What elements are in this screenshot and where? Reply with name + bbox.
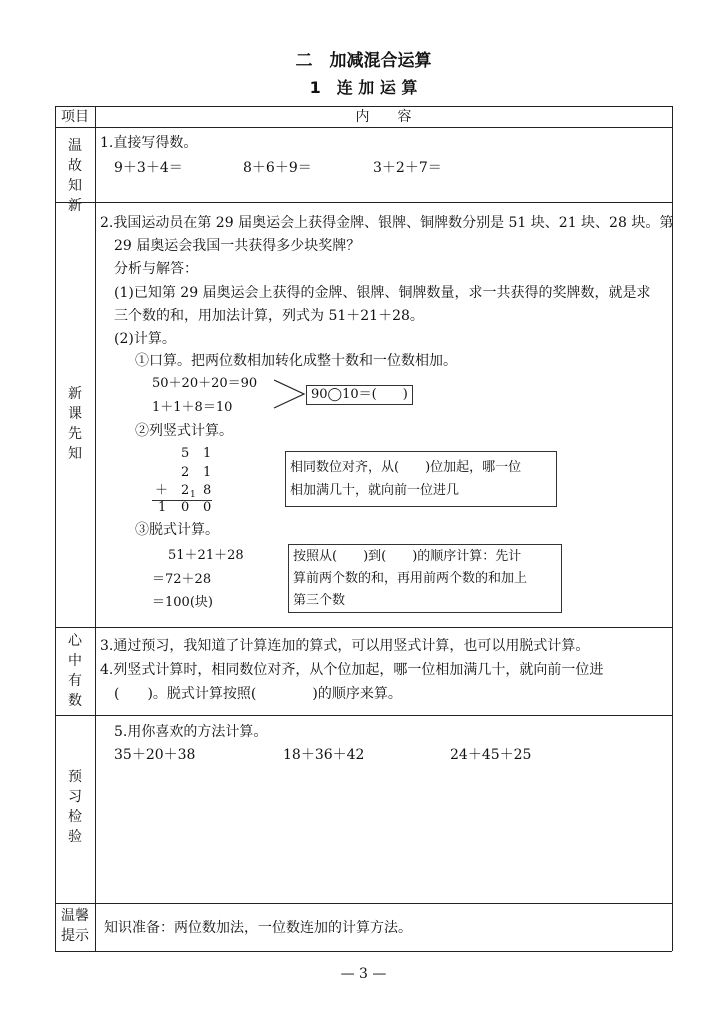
vertical-digit: 0 [181,500,190,515]
q4-line-2: ( )。脱式计算按照( )的顺序来算。 [114,686,402,702]
q2-line-2: 29 届奥运会我国一共获得多少块奖牌？ [114,238,361,254]
label-xinzhong: 心中有数 [68,633,82,709]
analysis-label: 分析与解答： [114,261,198,277]
part1-line-2: 三个数的和，用加法计算，列式为 51＋21＋28。 [114,308,424,324]
detached-calc-line-1: 51＋21＋28 [168,548,244,563]
q1-instruction: 1.直接写得数。 [100,135,198,151]
q5-expr-3: 24＋45＋25 [450,747,532,763]
page-number: — 3 — [340,966,387,982]
vertical-calc-note-box [285,451,557,507]
vertical-digit: 1 [203,446,212,461]
vertical-plus-sign: ＋ [155,483,169,498]
vertical-note-line-2: 相加满几十，就向前一位进几 [290,483,460,498]
q4-line-1: 4.列竖式计算时，相同数位对齐，从个位加起，哪一位相加满几十，就向前一位进 [100,662,604,678]
row-divider-wengu [55,202,672,203]
row-divider-xinzhong [55,715,672,716]
vertical-digit: 8 [203,483,212,498]
table-column-divider [95,106,96,951]
oral-calc-title: ①口算。把两位数相加转化成整十数和一位数相加。 [135,353,457,369]
vertical-digit: 5 [181,446,190,461]
q1-expr-3: 3＋2＋7＝ [373,160,442,176]
vertical-carry-digit: 1 [190,490,196,500]
q5-expr-2: 18＋36＋42 [283,747,365,763]
vertical-digit: 0 [203,500,212,515]
oral-calc-line-2: 1＋1＋8＝10 [152,400,233,415]
row-divider-bottom [55,951,672,952]
part2-label: (2)计算。 [114,331,176,347]
detached-note-line-3: 第三个数 [293,593,346,608]
detached-calc-title: ③脱式计算。 [135,522,219,538]
vertical-digit: 1 [203,465,212,480]
vertical-digit: 2 [181,483,190,498]
oral-calc-answer-box: 90◯10＝( ) [306,385,413,405]
label-yuxi: 预习检验 [68,769,82,845]
detached-calc-line-3: ＝100(块) [152,595,213,610]
header-project: 项目 [61,109,89,125]
header-content: 内 容 [355,109,412,125]
detached-calc-note-box [288,544,562,613]
bracket-arrow-icon [272,376,308,412]
vertical-digit: 1 [158,500,167,515]
oral-calc-line-1: 50＋20＋20＝90 [152,376,258,391]
row-divider-xinke [55,627,672,628]
vertical-digit: 2 [181,465,190,480]
detached-note-line-2: 算前两个数的和，再用前两个数的和加上 [293,571,528,586]
table-right-border [672,106,673,951]
vertical-calc-title: ②列竖式计算。 [135,423,233,439]
q3-text: 3.通过预习，我知道了计算连加的算式，可以用竖式计算，也可以用脱式计算。 [100,638,590,654]
q5-instruction: 5.用你喜欢的方法计算。 [114,724,268,740]
tip-text: 知识准备：两位数加法，一位数连加的计算方法。 [104,920,412,936]
q1-expr-1: 9＋3＋4＝ [114,160,183,176]
label-xinke: 新课先知 [68,386,82,462]
lesson-title: 1 连 加 运 算 [309,78,418,97]
row-divider-top [55,106,672,107]
row-divider-header [55,127,672,128]
vertical-note-line-1: 相同数位对齐，从( )位加起，哪一位 [290,460,522,475]
label-wengu: 温故知新 [68,138,82,214]
q5-expr-1: 35＋20＋38 [114,747,196,763]
chapter-title: 二 加减混合运算 [295,51,432,71]
row-divider-yuxi [55,903,672,904]
detached-note-line-1: 按照从( )到( )的顺序计算：先计 [293,549,522,564]
detached-calc-line-2: ＝72＋28 [152,572,212,587]
q1-expr-2: 8＋6＋9＝ [243,160,312,176]
label-wenxin: 温馨提示 [61,908,89,944]
part1-line-1: (1)已知第 29 届奥运会上获得的金牌、银牌、铜牌数量，求一共获得的奖牌数，就是求 [114,285,651,301]
q2-line-1: 2.我国运动员在第 29 届奥运会上获得金牌、银牌、铜牌数分别是 51 块、21 块、28 块。第 [100,215,674,231]
